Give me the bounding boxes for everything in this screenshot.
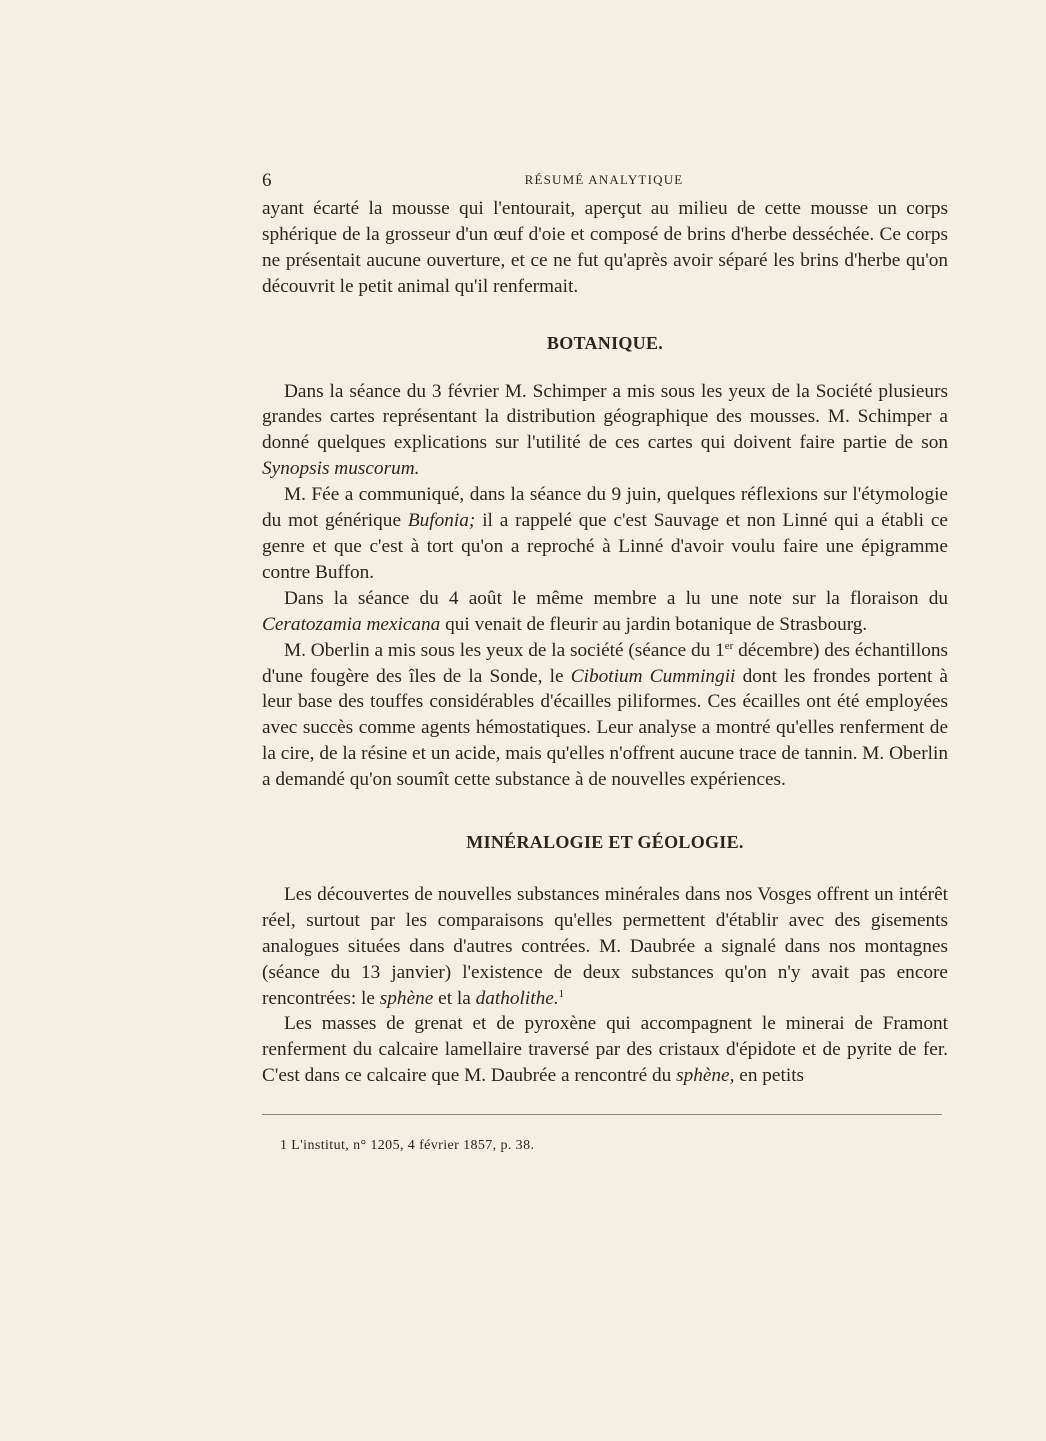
paragraph-mineralogie-2 <box>262 1011 948 1089</box>
italic-genus: Bufonia; <box>407 510 476 532</box>
body-text <box>262 196 948 1089</box>
paragraph-botanique-3 <box>262 586 948 638</box>
text-run: et la <box>433 987 476 1009</box>
section-heading-botanique: BOTANIQUE. <box>546 332 664 353</box>
italic-mineral: sphène <box>379 987 434 1009</box>
text-run: M. Fée a communiqué, dans la séance du 9 juin, quelques réflexions sur l'étymologie du mot générique <box>262 484 948 532</box>
text-run: Dans la séance du 3 février M. Schimper a mis sous les yeux de la Société plusieurs grandes cartes représentant la distribution géographique des mousses. M. Schimper a donné quelques explications sur l'utilité de ces cartes qui doivent faire partie de son <box>262 380 948 454</box>
italic-title: Synopsis muscorum. <box>262 458 420 480</box>
text-run: Les découvertes de nouvelles substances minérales dans nos Vosges offrent un intérêt réel, surtout par les comparaisons qu'elles permettent d'établir avec des gisements analogues situées dans d'autres contrées. M. Daubrée a signalé dans nos montagnes (séance du 13 janvier) l'existence de deux substances qu'on n'y avait pas encore rencontrées: le <box>262 883 948 1009</box>
text-run: en petits <box>734 1065 805 1087</box>
section-heading-mineralogie: MINÉRALOGIE ET GÉOLOGIE. <box>466 832 744 853</box>
paragraph-mineralogie-1 <box>262 882 948 1012</box>
paragraph-botanique-2 <box>262 482 948 586</box>
footnote-reference[interactable]: 1 <box>558 987 565 1000</box>
text-run: M. Oberlin a mis sous les yeux de la société (séance du 1 <box>284 639 725 661</box>
paragraph-intro: ayant écarté la mousse qui l'entourait, aperçut au milieu de cette mousse un corps sphérique de la grosseur d'un œuf d'oie et composé de brins d'herbe desséchée. Ce corps ne présentait aucune ouverture, et ce ne fut qu'après avoir séparé les brins d'herbe qu'on découvrit le petit animal qu'il renfermait. <box>262 198 948 297</box>
italic-species: Cibotium Cummingii <box>570 665 736 687</box>
text-run: Dans la séance du 4 août le même membre a lu une note sur la floraison du <box>284 587 948 609</box>
paragraph-botanique-1 <box>262 379 948 483</box>
page-number: 6 <box>262 170 272 191</box>
footnote: 1 L'institut, n° 1205, 4 février 1857, p. 38. <box>280 1138 535 1153</box>
italic-species: Ceratozamia mexicana <box>262 613 441 635</box>
running-title: RÉSUMÉ ANALYTIQUE <box>524 172 684 187</box>
italic-mineral: sphène, <box>676 1065 735 1087</box>
superscript: er <box>724 639 734 652</box>
text-run: Les masses de grenat et de pyroxène qui accompagnent le minerai de Framont renferment du calcaire lamellaire traversé par des cristaux d'épidote et de pyrite de fer. C'est dans ce calcaire que M. Daubrée a rencontré du <box>262 1013 948 1087</box>
text-run: décembre) des échantillons d'une fougère des îles de la Sonde, le <box>262 639 948 687</box>
footnote-divider <box>262 1114 942 1115</box>
italic-mineral: datholithe. <box>475 987 559 1009</box>
text-run: qui venait de fleurir au jardin botanique de Strasbourg. <box>440 613 868 635</box>
paragraph-botanique-4 <box>262 638 948 793</box>
text-run: dont les frondes portent à leur base des touffes considérables d'écailles piliformes. Ces écailles ont été employées avec succès comme agents hémostatiques. Leur analyse a montré qu'elles renferment de la cire, de la résine et un acide, mais qu'elles n'offrent aucune trace de tannin. M. Oberlin a demandé qu'on soumît cette substance à de nouvelles expériences. <box>262 665 948 791</box>
text-run: il a rappelé que c'est Sauvage et non Linné qui a établi ce genre et que c'est à tort qu'on a reproché à Linné d'avoir voulu faire une épigramme contre Buffon. <box>262 510 948 583</box>
page-header <box>262 170 946 194</box>
